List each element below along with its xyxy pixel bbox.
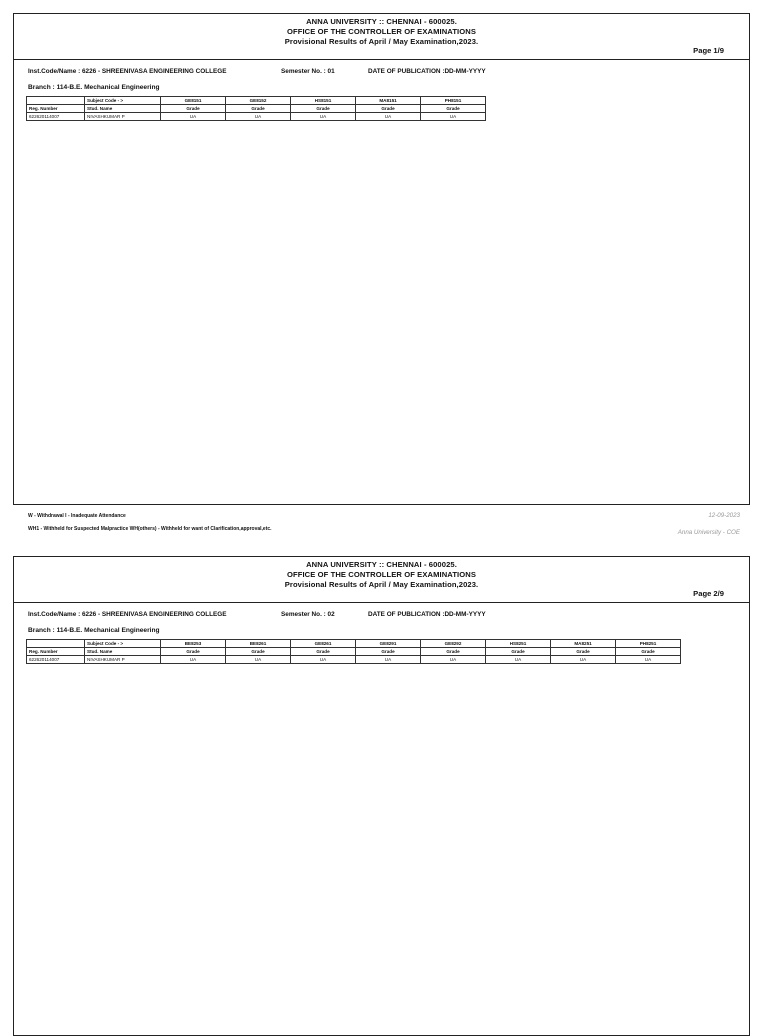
- institution-info: [28, 611, 486, 618]
- page-number: Page 2/9: [693, 589, 724, 598]
- publication-date: DATE OF PUBLICATION :DD-MM-YYYY: [368, 68, 486, 75]
- institution-info: [28, 68, 486, 75]
- student-name-header: Stud. Name: [85, 105, 161, 113]
- grade-cell: UA: [226, 113, 291, 121]
- subject-code-label: Subject Code - >: [85, 97, 161, 105]
- grade-cell: UA: [291, 113, 356, 121]
- table-row: [27, 656, 681, 664]
- grade-header: Grade: [421, 648, 486, 656]
- empty-cell: [27, 97, 85, 105]
- results-table: [26, 96, 486, 121]
- subject-code: GE8292: [421, 640, 486, 648]
- grade-header: Grade: [291, 648, 356, 656]
- column-header-row: [27, 105, 486, 113]
- page-header: [14, 557, 749, 603]
- subject-code-label: Subject Code - >: [85, 640, 161, 648]
- exam-title: Provisional Results of April / May Examination,2023.: [284, 580, 479, 589]
- semester-number: Semester No. : 02: [281, 611, 335, 618]
- grade-cell: UA: [291, 656, 356, 664]
- grade-header: Grade: [551, 648, 616, 656]
- grade-cell: UA: [356, 656, 421, 664]
- grade-header: Grade: [291, 105, 356, 113]
- legend-line-1: W - Withdrawal I - Inadequate Attendance: [28, 513, 126, 519]
- subject-code: MA8251: [551, 640, 616, 648]
- reg-number: 622620114007: [27, 656, 85, 664]
- subject-code-row: [27, 640, 681, 648]
- grade-cell: UA: [161, 656, 226, 664]
- grade-header: Grade: [616, 648, 681, 656]
- university-title: ANNA UNIVERSITY :: CHENNAI - 600025.: [306, 17, 457, 26]
- student-name: NIVASHKUMAR P: [85, 113, 161, 121]
- grade-header: Grade: [226, 105, 291, 113]
- column-header-row: [27, 648, 681, 656]
- office-title: OFFICE OF THE CONTROLLER OF EXAMINATIONS: [286, 27, 477, 36]
- subject-code: HS8251: [486, 640, 551, 648]
- grade-cell: UA: [551, 656, 616, 664]
- student-name: NIVASHKUMAR P: [85, 656, 161, 664]
- results-table: [26, 639, 681, 664]
- grade-cell: UA: [616, 656, 681, 664]
- subject-code: BE8253: [161, 640, 226, 648]
- subject-code: GE8152: [226, 97, 291, 105]
- institution-name: Inst.Code/Name : 6226 - SHREENIVASA ENGINEERING COLLEGE: [28, 611, 227, 618]
- institution-name: Inst.Code/Name : 6226 - SHREENIVASA ENGINEERING COLLEGE: [28, 68, 227, 75]
- grade-header: Grade: [161, 648, 226, 656]
- student-name-header: Stud. Name: [85, 648, 161, 656]
- grade-cell: UA: [161, 113, 226, 121]
- reg-number: 622620114007: [27, 113, 85, 121]
- grade-header: Grade: [161, 105, 226, 113]
- footer-coe: Anna University - COE: [677, 529, 740, 536]
- grade-cell: UA: [356, 113, 421, 121]
- grade-header: Grade: [421, 105, 486, 113]
- subject-code: GE8261: [291, 640, 356, 648]
- semester-number: Semester No. : 01: [281, 68, 335, 75]
- office-title: OFFICE OF THE CONTROLLER OF EXAMINATIONS: [286, 570, 477, 579]
- legend-line-2: WH1 - Withheld for Suspected Malpractice WH(others) - Withheld for want of Clarification,approval,etc.: [28, 526, 272, 532]
- page-number: Page 1/9: [693, 46, 724, 55]
- grade-header: Grade: [356, 648, 421, 656]
- subject-code: MA8151: [356, 97, 421, 105]
- publication-date: DATE OF PUBLICATION :DD-MM-YYYY: [368, 611, 486, 618]
- grade-header: Grade: [356, 105, 421, 113]
- grade-cell: UA: [486, 656, 551, 664]
- subject-code-row: [27, 97, 486, 105]
- result-page-2: [13, 556, 750, 1036]
- grade-cell: UA: [421, 113, 486, 121]
- footer-date: 12-09-2023: [708, 512, 740, 519]
- grade-header: Grade: [486, 648, 551, 656]
- branch-label: Branch : 114-B.E. Mechanical Engineering: [28, 627, 160, 634]
- grade-header: Grade: [226, 648, 291, 656]
- page-header: [14, 14, 749, 60]
- subject-code: GE8151: [161, 97, 226, 105]
- subject-code: PH8251: [616, 640, 681, 648]
- reg-number-header: Reg. Number: [27, 648, 85, 656]
- table-row: [27, 113, 486, 121]
- grade-cell: UA: [421, 656, 486, 664]
- subject-code: GE8291: [356, 640, 421, 648]
- subject-code: HS8151: [291, 97, 356, 105]
- result-page-1: [13, 13, 750, 505]
- branch-label: Branch : 114-B.E. Mechanical Engineering: [28, 84, 160, 91]
- subject-code: BE8261: [226, 640, 291, 648]
- exam-title: Provisional Results of April / May Examination,2023.: [284, 37, 479, 46]
- empty-cell: [27, 640, 85, 648]
- subject-code: PH8151: [421, 97, 486, 105]
- reg-number-header: Reg. Number: [27, 105, 85, 113]
- university-title: ANNA UNIVERSITY :: CHENNAI - 600025.: [306, 560, 457, 569]
- grade-cell: UA: [226, 656, 291, 664]
